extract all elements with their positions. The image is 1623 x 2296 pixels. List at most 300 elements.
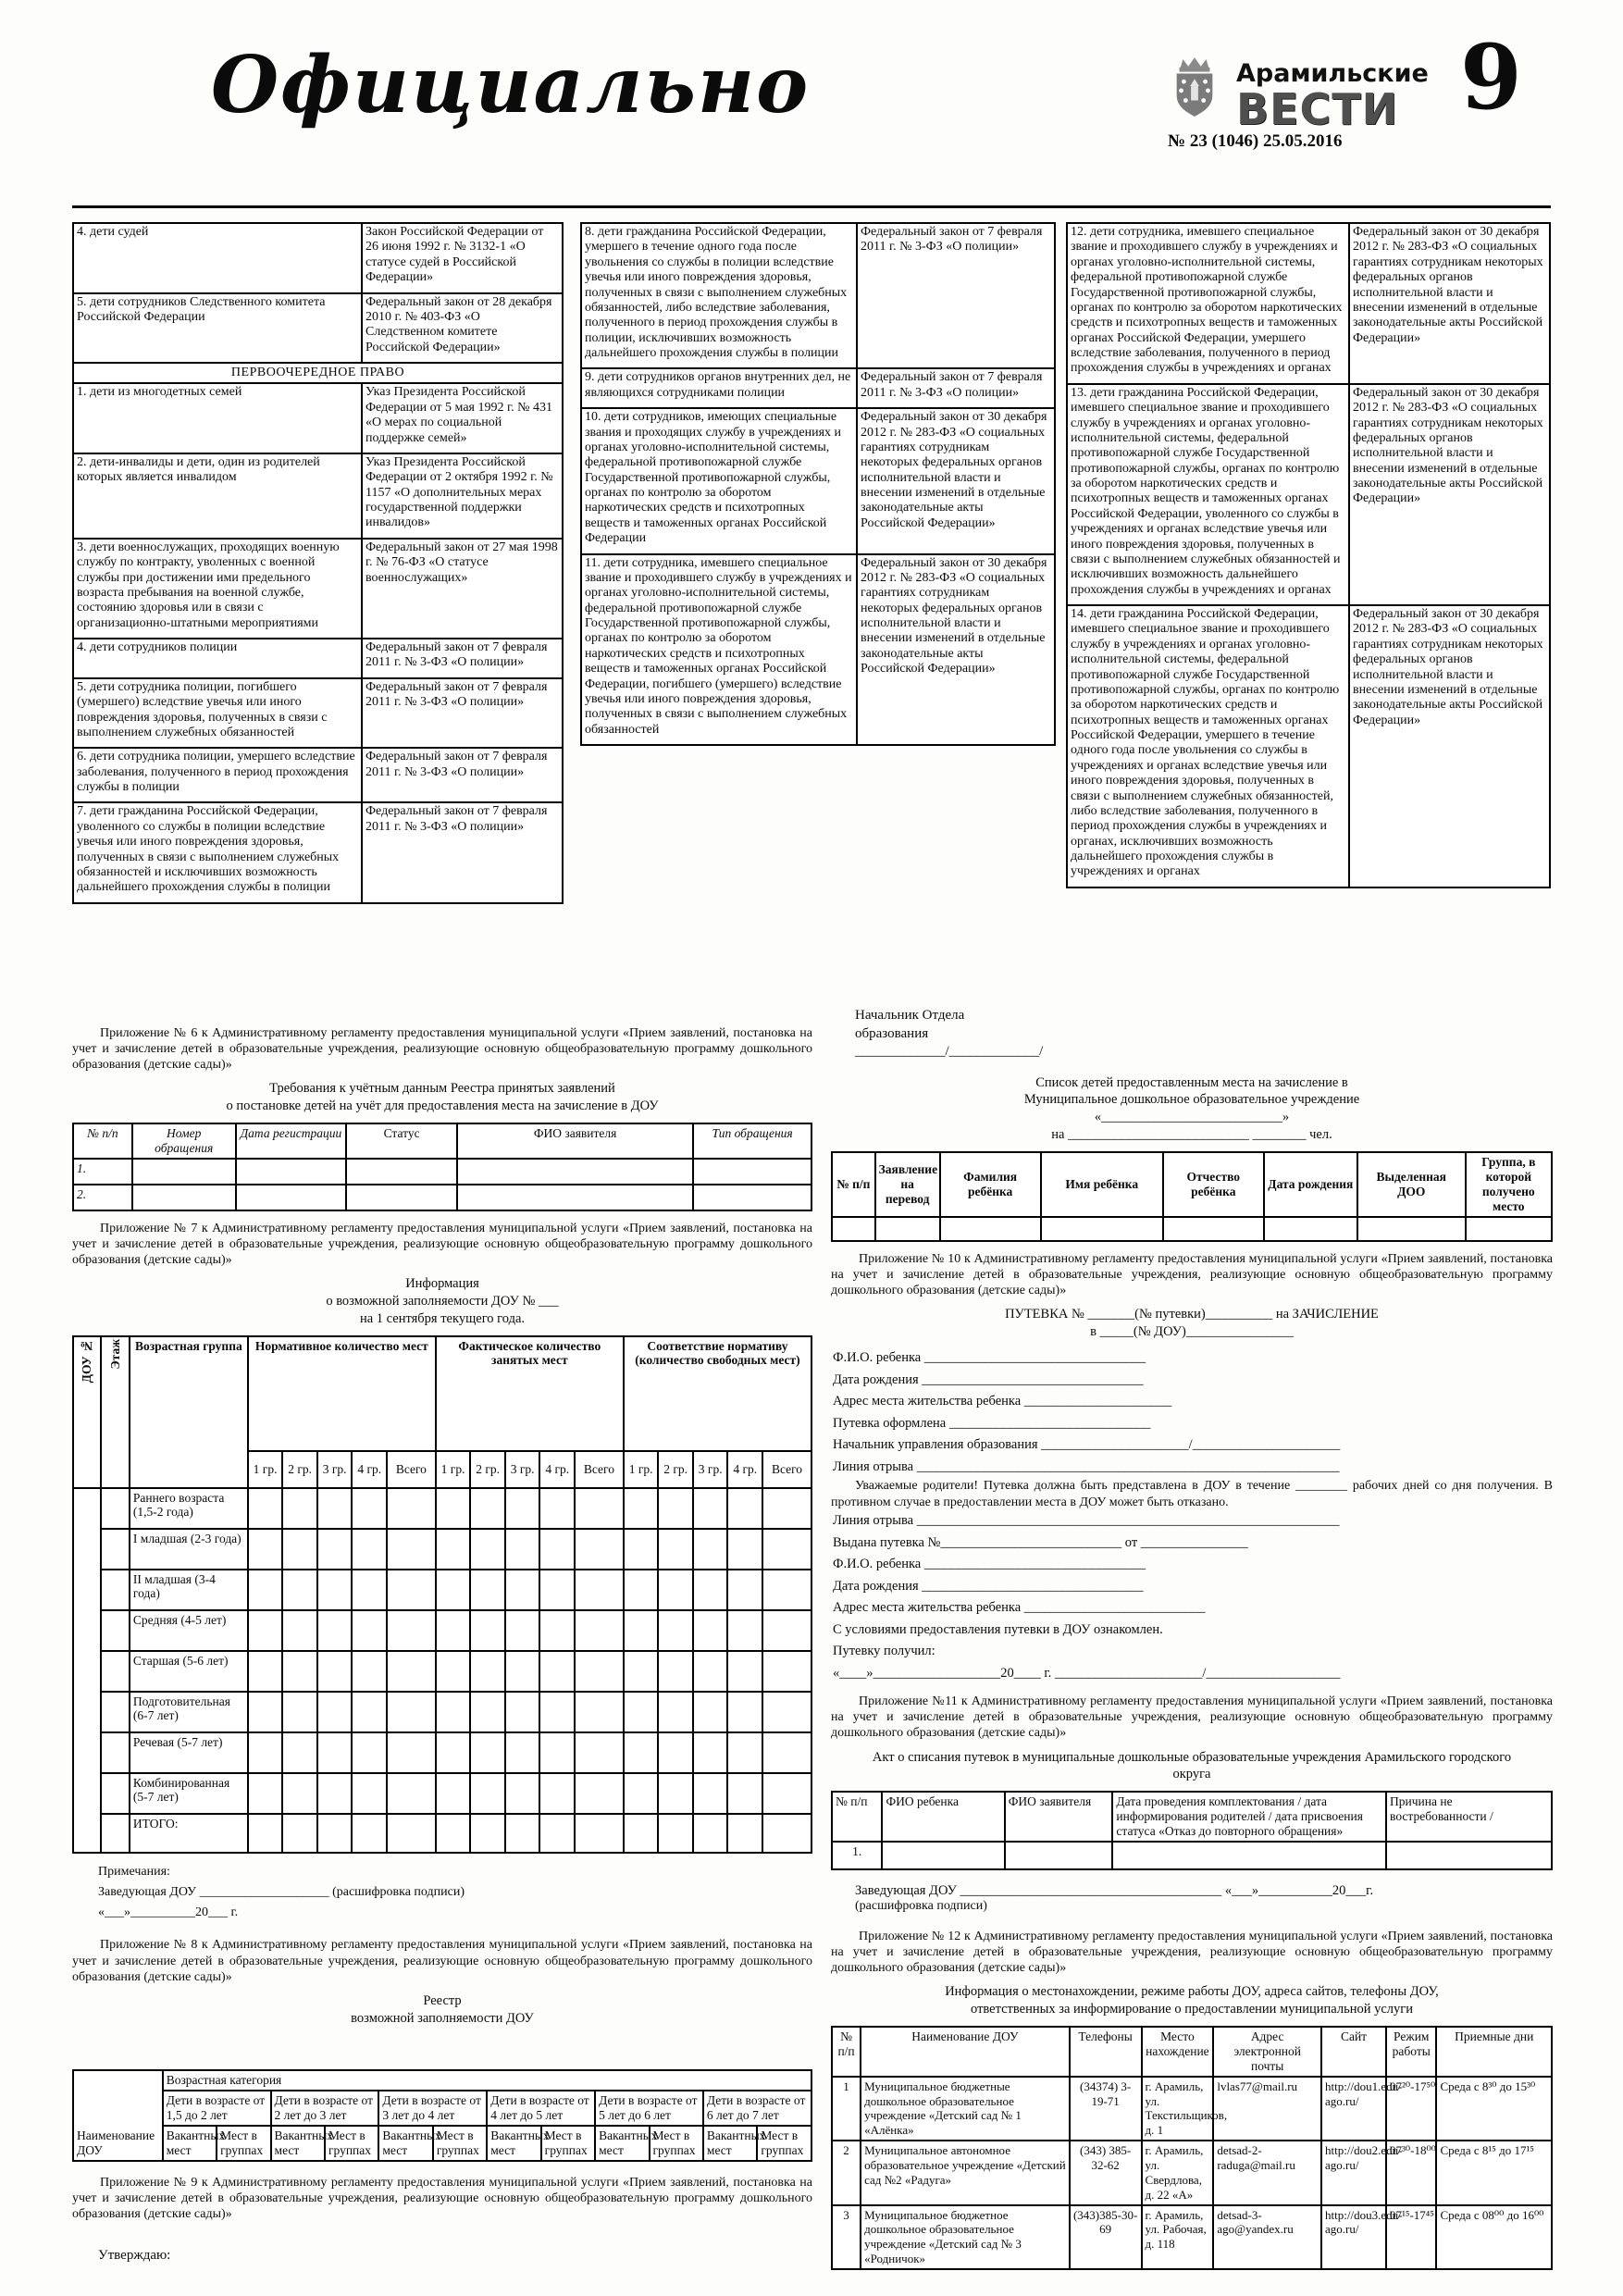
empty-cell (470, 1773, 505, 1814)
col-header: ФИО заявителя (457, 1123, 693, 1159)
table-row (73, 2070, 812, 2091)
col-header: Имя ребёнка (1041, 1152, 1163, 1217)
empty-cell (624, 1732, 659, 1773)
table-row (581, 554, 1055, 746)
empty-cell (539, 1570, 575, 1610)
col-header: ФИО ребенка (882, 1792, 1004, 1842)
col-header: Адрес электронной почты (1213, 2027, 1321, 2077)
title-line: о возможной заполняемости ДОУ № ___ (326, 1293, 559, 1309)
empty-cell (132, 1159, 236, 1185)
table-row (581, 368, 1055, 408)
empty-cell (248, 1610, 283, 1651)
empty-cell (762, 1610, 812, 1651)
sub-header: Вакантных мест (378, 2126, 432, 2161)
empty-cell (539, 1651, 575, 1692)
law-cell: Федеральный закон от 30 декабря 2012 г. № 283-ФЗ «О социальных гарантиях сотрудникам некоторых федеральных органов исполнительной власти и внесении изменений в отдельные законодательные акты Российской Федерации» (1349, 384, 1550, 605)
dou-contacts-table (831, 2026, 1553, 2270)
law-cell: Федеральный закон от 30 декабря 2012 г. № 283-ФЗ «О социальных гарантиях сотрудникам некоторых федеральных органов исполнительной власти и внесении изменений в отдельные законодательные акты Российской Федерации» (1349, 605, 1550, 887)
dou-name: Муниципальное автономное образовательное учреждение «Детский сад №2 «Радуга» (861, 2141, 1070, 2204)
category-cell: 8. дети гражданина Российской Федерации, умершего в течение одного года после увольнения со службы в полиции вследствие увечья или иного повреждения здоровья, полученных в связи с выполнением служебных обязанностей, либо вследствие заболевания, полученного в период прохождения службы в полиции, исключивших возможность дальнейшего прохождения службы в полиции (581, 223, 857, 368)
sub-header: Мест в группах (433, 2126, 487, 2161)
empty-cell (248, 1814, 283, 1853)
dou-phone: (34374) 3-19-71 (1070, 2077, 1142, 2141)
empty-cell (762, 1732, 812, 1773)
table-row (73, 1773, 812, 1814)
right-column (831, 1007, 1553, 2270)
form-field-line: Путевка оформлена ______________________________ (833, 1415, 1151, 1431)
age-category-header: Дети в возрасте от 4 лет до 5 лет (487, 2091, 595, 2126)
empty-cell (470, 1610, 505, 1651)
empty-cell (248, 1488, 283, 1529)
title-line: Список детей предоставленным места на зачисление в (1035, 1074, 1348, 1090)
empty-cell (624, 1814, 659, 1853)
empty-cell (317, 1529, 353, 1570)
total-label: ИТОГО: (130, 1814, 248, 1853)
category-cell: 11. дети сотрудника, имевшего специальное звание и проходившего службу в учреждениях и органах уголовно-исполнительной системы, федеральной противопожарной службе Государственной противопожарной службы, органах по контролю за оборотом наркотических средств и психотропных веществ и таможенных органах Российской Федерации, погибшего (умершего) вследствие увечья или иного повреждения здоровья, полученных в связи с выполнением служебных обязанностей (581, 554, 857, 746)
col-header: Группа, в которой получено место (1466, 1152, 1552, 1217)
empty-cell (624, 1692, 659, 1732)
empty-cell (624, 1488, 659, 1529)
empty-cell (693, 1570, 728, 1610)
law-cell: Федеральный закон от 7 февраля 2011 г. № 3-ФЗ «О полиции» (857, 223, 1055, 368)
empty-cell (762, 1692, 812, 1732)
dou-email: detsad-3-ago@yandex.ru (1213, 2205, 1321, 2269)
empty-cell (575, 1610, 624, 1651)
dou-site: http://dou1.edu-ago.ru/ (1321, 2077, 1386, 2141)
dou-name: Муниципальное бюджетное дошкольное образовательное учреждение «Детский сад № 3 «Родничок» (861, 2205, 1070, 2269)
table-row (73, 453, 563, 539)
empty-cell (101, 1773, 129, 1814)
empty-cell (352, 1610, 387, 1651)
empty-cell (436, 1732, 471, 1773)
table-row (581, 408, 1055, 553)
dou-hours: 07²⁰-17⁵⁰ (1386, 2077, 1436, 2141)
empty-cell (575, 1773, 624, 1814)
category-cell: 4. дети судей (73, 223, 362, 293)
empty-cell (693, 1488, 728, 1529)
table-row (73, 1570, 812, 1610)
empty-cell (940, 1217, 1041, 1241)
empty-cell (1357, 1217, 1466, 1241)
table-row (832, 1792, 1552, 1842)
empty-cell (762, 1773, 812, 1814)
empty-cell (248, 1529, 283, 1570)
registry-capacity-table (72, 2069, 812, 2162)
empty-cell (875, 1217, 940, 1241)
category-cell: 5. дети сотрудников Следственного комитета Российской Федерации (73, 293, 362, 364)
empty-cell (352, 1570, 387, 1610)
sub-header: Вакантных мест (703, 2126, 757, 2161)
title-line: в _____(№ ДОУ)________________ (1090, 1323, 1294, 1339)
table-row (832, 2077, 1552, 2141)
form-field-line: Начальник управления образования ______________________/______________________ (833, 1437, 1341, 1453)
table-row (73, 223, 563, 293)
empty-cell (387, 1570, 436, 1610)
empty-cell (282, 1732, 317, 1773)
title-line: ПУТЕВКА № _______(№ путевки)__________ на ЗАЧИСЛЕНИЕ (1005, 1306, 1379, 1322)
empty-cell (727, 1488, 762, 1529)
voucher-writeoff-table (831, 1791, 1553, 1870)
col-header-floor (101, 1336, 129, 1488)
row-label: 2. (73, 1185, 132, 1210)
table-row (1067, 605, 1550, 887)
dou-site: http://dou2.edu-ago.ru/ (1321, 2141, 1386, 2204)
table-row (73, 748, 563, 802)
dou-phone: (343)385-30-69 (1070, 2205, 1142, 2269)
empty-cell (132, 1185, 236, 1210)
table-row (73, 539, 563, 639)
empty-cell (352, 1814, 387, 1853)
empty-cell (575, 1529, 624, 1570)
brand-name-bottom: ВЕСТИ (1236, 84, 1399, 134)
sub-header: 2 гр. (282, 1451, 317, 1488)
form-field-line: Путевку получил: (833, 1644, 935, 1659)
title-line: Информация о местонахождении, режиме работы ДОУ, адреса сайтов, телефоны ДОУ, (945, 1984, 1439, 2000)
empty-cell (658, 1488, 693, 1529)
empty-cell (727, 1570, 762, 1610)
form-field-line: Адрес места жительства ребенка ___________________________ (833, 1600, 1206, 1616)
form-field-line: Адрес места жительства ребенка ______________________ (833, 1394, 1172, 1409)
table-row (73, 1336, 812, 1451)
row-number: 1 (832, 2077, 861, 2141)
empty-cell (387, 1692, 436, 1732)
sub-header: 4 гр. (727, 1451, 762, 1488)
table-row (832, 2027, 1552, 2077)
act-title: Акт о списания путевок в муниципальные дошкольные образовательные учреждения Арамильского городского округа (872, 1749, 1512, 1782)
row-label: II младшая (3-4 года) (130, 1570, 248, 1610)
empty-cell (101, 1814, 129, 1853)
sub-header: Вакантных мест (487, 2126, 540, 2161)
voucher-form (831, 1347, 1553, 1684)
empty-cell (317, 1773, 353, 1814)
appendix6-intro: Приложение № 6 к Административному регламенту предоставления муниципальной услуги «Прием заявлений, постановка на учет и зачисление детей в образовательные учреждения, реализующие основную общеобразовательную программу дошкольного образования (детские сады)» (72, 1026, 812, 1073)
empty-cell (470, 1651, 505, 1692)
empty-cell (727, 1692, 762, 1732)
law-cell: Федеральный закон от 7 февраля 2011 г. № 3-ФЗ «О полиции» (857, 368, 1055, 408)
sub-header: Всего (387, 1451, 436, 1488)
empty-cell (1163, 1217, 1264, 1241)
category-cell: 13. дети гражданина Российской Федерации, имевшего специальное звание и проходившего службу в учреждениях и органах уголовно-исполнительной системы, федеральной противопожарной службе Государственной противопожарной службы, органах по контролю за оборотом наркотических средств и психотропных веществ и таможенных органах Российской Федерации, уволенного со службы в учреждениях и органах вследствие увечья или иного повреждения здоровья, полученных в связи с выполнением служебных обязанностей и исключивших возможность дальнейшего прохождения службы в учреждениях и органах (1067, 384, 1349, 605)
empty-cell (539, 1773, 575, 1814)
col-header: Заявление на перевод (875, 1152, 940, 1217)
empty-cell (470, 1814, 505, 1853)
col-header: Отчество ребёнка (1163, 1152, 1264, 1217)
sub-header: Всего (575, 1451, 624, 1488)
empty-cell (436, 1570, 471, 1610)
head-signature-line: Заведующая ДОУ ____________________ (расшифровка подписи) (98, 1884, 465, 1899)
col-header: Наименование ДОУ (861, 2027, 1070, 2077)
table-row (73, 1123, 812, 1159)
dou-reception-days: Среда с 8¹⁵ до 17¹⁵ (1436, 2141, 1552, 2204)
table-row (73, 678, 563, 749)
empty-cell (352, 1773, 387, 1814)
empty-cell (693, 1159, 812, 1185)
children-list-title (859, 1074, 1525, 1144)
row-label: Средняя (4-5 лет) (130, 1610, 248, 1651)
empty-cell (436, 1529, 471, 1570)
vertical-label: ДОУ № (80, 1338, 94, 1383)
empty-cell (387, 1732, 436, 1773)
table-row (73, 1159, 812, 1185)
age-category-header: Дети в возрасте от 6 лет до 7 лет (703, 2091, 812, 2126)
empty-cell (505, 1692, 540, 1732)
empty-cell (317, 1651, 353, 1692)
category-cell: 3. дети военнослужащих, проходящих военную службу по контракту, уволенных с военной службы при достижении ими предельного возраста пребывания на военной службе, состоянию здоровья или в связи с организационно-штатными мероприятиями (73, 539, 362, 639)
empty-cell (470, 1529, 505, 1570)
empty-cell (727, 1773, 762, 1814)
parents-notice: Уважаемые родители! Путевка должна быть представлена в ДОУ в течение ________ рабочих дней со дня получения. В противном случае в предоставлении места в ДОУ может быть отказано. (831, 1479, 1553, 1509)
col-header: ФИО заявителя (1005, 1792, 1113, 1842)
title-line: о постановке детей на учёт для предоставления места на зачисление в ДОУ (226, 1098, 659, 1114)
masthead-divider (72, 205, 1551, 208)
empty-cell (575, 1488, 624, 1529)
empty-cell (693, 1529, 728, 1570)
empty-cell (658, 1732, 693, 1773)
dou-site: http://dou3.edu-ago.ru/ (1321, 2205, 1386, 2269)
approve-label: Утверждаю: (98, 2248, 171, 2264)
age-category-header: Дети в возрасте от 5 лет до 6 лет (595, 2091, 703, 2126)
empty-cell (236, 1185, 347, 1210)
dou-reception-days: Среда с 8³⁰ до 15³⁰ (1436, 2077, 1552, 2141)
col-header-normative: Нормативное количество мест (248, 1336, 436, 1451)
empty-cell (282, 1773, 317, 1814)
head-signature-line: Заведующая ДОУ _______________________________________ «___»___________20___г. (855, 1882, 1374, 1898)
table-row (73, 1610, 812, 1651)
sub-header: Всего (762, 1451, 812, 1488)
form-field-line: Дата рождения _________________________________ (833, 1371, 1144, 1387)
row-label: Речевая (5-7 лет) (130, 1732, 248, 1773)
empty-cell (248, 1732, 283, 1773)
col-header-age-group: Возрастная группа (130, 1336, 248, 1488)
law-cell: Указ Президента Российской Федерации от 5 мая 1992 г. № 431 «О мерах по социальной поддержке семей» (362, 383, 563, 453)
empty-cell (248, 1692, 283, 1732)
dou-phone: (343) 385-32-62 (1070, 2141, 1142, 2204)
law-cell: Федеральный закон от 28 декабря 2010 г. № 403-ФЗ «О Следственном комитете Российской Федерации» (362, 293, 563, 364)
empty-cell (539, 1692, 575, 1732)
empty-cell (346, 1185, 457, 1210)
col-header-actual: Фактическое количество занятых мест (436, 1336, 624, 1451)
title-line: возможной заполняемости ДОУ (351, 2010, 534, 2026)
empty-cell (101, 1529, 129, 1570)
empty-cell (727, 1651, 762, 1692)
empty-cell (1112, 1842, 1386, 1869)
empty-cell (762, 1529, 812, 1570)
occupancy-table (72, 1335, 812, 1854)
empty-cell (470, 1488, 505, 1529)
col-header: Фамилия ребёнка (940, 1152, 1041, 1217)
empty-cell (101, 1692, 129, 1732)
empty-cell (505, 1814, 540, 1853)
col-header-age-category: Возрастная категория (163, 2070, 812, 2091)
empty-cell (539, 1732, 575, 1773)
age-category-header: Дети в возрасте от 3 лет до 4 лет (378, 2091, 487, 2126)
law-cell: Федеральный закон от 27 мая 1998 г. № 76-ФЗ «О статусе военнослужащих» (362, 539, 563, 639)
age-category-header: Дети в возрасте от 1,5 до 2 лет (163, 2091, 271, 2126)
date-line: «___»__________20___ г. (98, 1905, 239, 1920)
empty-cell (317, 1570, 353, 1610)
sub-header: 4 гр. (352, 1451, 387, 1488)
empty-cell (658, 1651, 693, 1692)
sub-header: Вакантных мест (163, 2126, 217, 2161)
empty-cell (727, 1732, 762, 1773)
empty-cell (505, 1610, 540, 1651)
empty-cell (282, 1814, 317, 1853)
table-row (73, 802, 563, 902)
left-column (72, 1016, 812, 2268)
sub-header: 4 гр. (539, 1451, 575, 1488)
empty-cell (727, 1529, 762, 1570)
empty-cell (436, 1692, 471, 1732)
table-row (1067, 223, 1550, 384)
empty-cell (73, 1488, 101, 1853)
row-label: Комбинированная (5-7 лет) (130, 1773, 248, 1814)
empty-cell (1386, 1842, 1552, 1869)
empty-cell (727, 1610, 762, 1651)
empty-cell (436, 1488, 471, 1529)
empty-cell (352, 1529, 387, 1570)
empty-cell (658, 1692, 693, 1732)
dou-address: г. Арамиль, ул. Рабочая, д. 118 (1142, 2205, 1214, 2269)
empty-cell (624, 1529, 659, 1570)
appendix7-intro: Приложение № 7 к Административному регламенту предоставления муниципальной услуги «Прием заявлений, постановка на учет и зачисление детей в образовательные учреждения, реализующие основную общеобразовательную программу дошкольного образования (детские сады)» (72, 1221, 812, 1267)
empty-cell (539, 1488, 575, 1529)
title-line: Требования к учётным данным Реестра принятых заявлений (269, 1081, 615, 1097)
title-line: ответственных за информирование о предоставлении муниципальной услуги (971, 2002, 1413, 2017)
category-cell: 10. дети сотрудников, имеющих специальные звания и проходящих службу в учреждениях и органах уголовно-исполнительной системы, федеральной противопожарной службе Государственной противопожарной службы, органах по контролю за оборотом наркотических средств и психотропных веществ и таможенных органах Российской Федерации (581, 408, 857, 553)
sub-header: Мест в группах (650, 2126, 703, 2161)
table-row (73, 1529, 812, 1570)
row-number: 3 (832, 2205, 861, 2269)
empty-cell (236, 1159, 347, 1185)
category-cell: 9. дети сотрудников органов внутренних дел, не являющихся сотрудниками полиции (581, 368, 857, 408)
table-row (73, 1185, 812, 1210)
empty-cell (693, 1651, 728, 1692)
law-cell: Закон Российской Федерации от 26 июня 1992 г. № 3132-1 «О статусе судей в Российской Федерации» (362, 223, 563, 293)
empty-cell (101, 1570, 129, 1610)
empty-cell (317, 1732, 353, 1773)
category-cell: 2. дети-инвалиды и дети, один из родителей которых является инвалидом (73, 453, 362, 539)
issue-info: № 23 (1046) 25.05.2016 (1168, 131, 1343, 151)
category-cell: 4. дети сотрудников полиции (73, 639, 362, 678)
category-cell: 12. дети сотрудника, имевшего специальное звание и проходившего службу в учреждениях и органах уголовно-исполнительной системы, федеральной противопожарной службе Государственной противопожарной службы, органах по контролю за оборотом наркотических средств и психотропных веществ и таможенных органах Российской Федерации, умершего вследствие заболевания, полученного в период прохождения службы в учреждениях и органах (1067, 223, 1349, 384)
appendix9-intro: Приложение № 9 к Административному регламенту предоставления муниципальной услуги «Прием заявлений, постановка на учет и зачисление детей в образовательные учреждения, реализующие основную общеобразовательную программу дошкольного образования (детские сады)» (72, 2175, 812, 2222)
col-header: № п/п (832, 1792, 882, 1842)
col-header: Дата проведения комплектования / дата информирования родителей / дата присвоения статуса «Отказ до повторного обращения» (1112, 1792, 1386, 1842)
newspaper-logo (1236, 59, 1429, 134)
col-header: Выделенная ДОО (1357, 1152, 1466, 1217)
empty-cell (282, 1692, 317, 1732)
empty-cell (457, 1185, 693, 1210)
table-row (1067, 384, 1550, 605)
row-number: 2 (832, 2141, 861, 2204)
priority-rights-table-middle (580, 222, 1056, 746)
children-list-table (831, 1151, 1553, 1242)
empty-cell (317, 1488, 353, 1529)
empty-cell (282, 1570, 317, 1610)
dou-reception-days: Среда с 08⁰⁰ до 16⁰⁰ (1436, 2205, 1552, 2269)
empty-cell (505, 1529, 540, 1570)
appendix11-intro: Приложение №11 к Административному регламенту предоставления муниципальной услуги «Прием заявлений, постановка на учет и зачисление детей в образовательные учреждения, реализующие основную общеобразовательную программу дошкольного образования (детские сады)» (831, 1694, 1553, 1741)
dou-hours: 07³⁰-18⁰⁰ (1386, 2141, 1436, 2204)
signature-note: (расшифровка подписи) (855, 1898, 987, 1913)
empty-cell (101, 1651, 129, 1692)
form-field-line: Ф.И.О. ребенка _________________________________ (833, 1557, 1146, 1572)
title-line: на ___________________________ ________ чел. (1051, 1127, 1332, 1143)
sub-header: 3 гр. (317, 1451, 353, 1488)
appendix6-title (100, 1080, 785, 1115)
sub-header: Мест в группах (757, 2126, 812, 2161)
category-cell: 1. дети из многодетных семей (73, 383, 362, 453)
empty-cell (539, 1610, 575, 1651)
empty-cell (762, 1570, 812, 1610)
sub-header: Вакантных мест (271, 2126, 325, 2161)
empty-cell (101, 1610, 129, 1651)
col-header: Дата рождения (1264, 1152, 1357, 1217)
first-priority-header: ПЕРВООЧЕРЕДНОЕ ПРАВО (73, 363, 563, 383)
law-cell: Федеральный закон от 7 февраля 2011 г. № 3-ФЗ «О полиции» (362, 748, 563, 802)
empty-cell (575, 1692, 624, 1732)
sub-header: 2 гр. (470, 1451, 505, 1488)
empty-cell (436, 1610, 471, 1651)
empty-cell (575, 1570, 624, 1610)
table-row (73, 363, 563, 383)
empty-cell (624, 1610, 659, 1651)
table-row (73, 1732, 812, 1773)
department-head-block (855, 1007, 1553, 1061)
category-cell: 7. дети гражданина Российской Федерации, уволенного со службы в полиции вследствие увечья или иного повреждения здоровья, полученных в связи с выполнением служебных обязанностей и исключивших возможность дальнейшего прохождения службы в полиции (73, 802, 362, 902)
table-row (73, 383, 563, 453)
empty-cell (436, 1773, 471, 1814)
empty-cell (539, 1529, 575, 1570)
empty-cell (575, 1814, 624, 1853)
table-row (73, 1692, 812, 1732)
empty-cell (693, 1185, 812, 1210)
empty-cell (624, 1651, 659, 1692)
empty-cell (248, 1651, 283, 1692)
empty-cell (762, 1814, 812, 1853)
empty-cell (693, 1773, 728, 1814)
col-header: Причина не востребованности / (1386, 1792, 1552, 1842)
empty-cell (505, 1732, 540, 1773)
empty-cell (727, 1814, 762, 1853)
law-cell: Федеральный закон от 7 февраля 2011 г. № 3-ФЗ «О полиции» (362, 802, 563, 902)
table-row (832, 2205, 1552, 2269)
col-header: Сайт (1321, 2027, 1386, 2077)
brand-name-top: Арамильские (1236, 59, 1429, 88)
title-line: на 1 сентября текущего года. (359, 1310, 526, 1326)
empty-cell (658, 1773, 693, 1814)
category-cell: 5. дети сотрудника полиции, погибшего (умершего) вследствие увечья или иного повреждения здоровья, полученных в связи с выполнением служебных обязанностей (73, 678, 362, 749)
dou-name: Муниципальное бюджетные дошкольное образовательное учреждение «Детский сад № 1 «Алёнка» (861, 2077, 1070, 2141)
dou-info-title (859, 1983, 1525, 2018)
sub-header: Мест в группах (325, 2126, 378, 2161)
title-line: «___________________________» (1094, 1110, 1290, 1125)
vertical-label: Этаж (107, 1338, 122, 1370)
sub-header: Вакантных мест (595, 2126, 649, 2161)
table-row (581, 223, 1055, 368)
row-label: Старшая (5-6 лет) (130, 1651, 248, 1692)
col-header-dou-name: Наименование ДОУ (73, 2070, 163, 2161)
empty-cell (505, 1773, 540, 1814)
empty-cell (317, 1692, 353, 1732)
form-field-line: Выдана путевка №___________________________ от ________________ (833, 1534, 1248, 1550)
page-section-title: Официально (211, 39, 811, 130)
dou-address: г. Арамиль, ул. Свердлова, д. 22 «А» (1142, 2141, 1214, 2204)
law-cell: Федеральный закон от 30 декабря 2012 г. № 283-ФЗ «О социальных гарантиях сотрудникам некоторых федеральных органов исполнительной власти и внесении изменений в отдельные законодательные акты Российской Федерации» (1349, 223, 1550, 384)
dou-email: detsad-2-raduga@mail.ru (1213, 2141, 1321, 2204)
age-category-header: Дети в возрасте от 2 лет до 3 лет (271, 2091, 379, 2126)
appendix8-intro: Приложение № 8 к Административному регламенту предоставления муниципальной услуги «Прием заявлений, постановка на учет и зачисление детей в образовательные учреждения, реализующие основную общеобразовательную программу дошкольного образования (детские сады)» (72, 1938, 812, 1984)
